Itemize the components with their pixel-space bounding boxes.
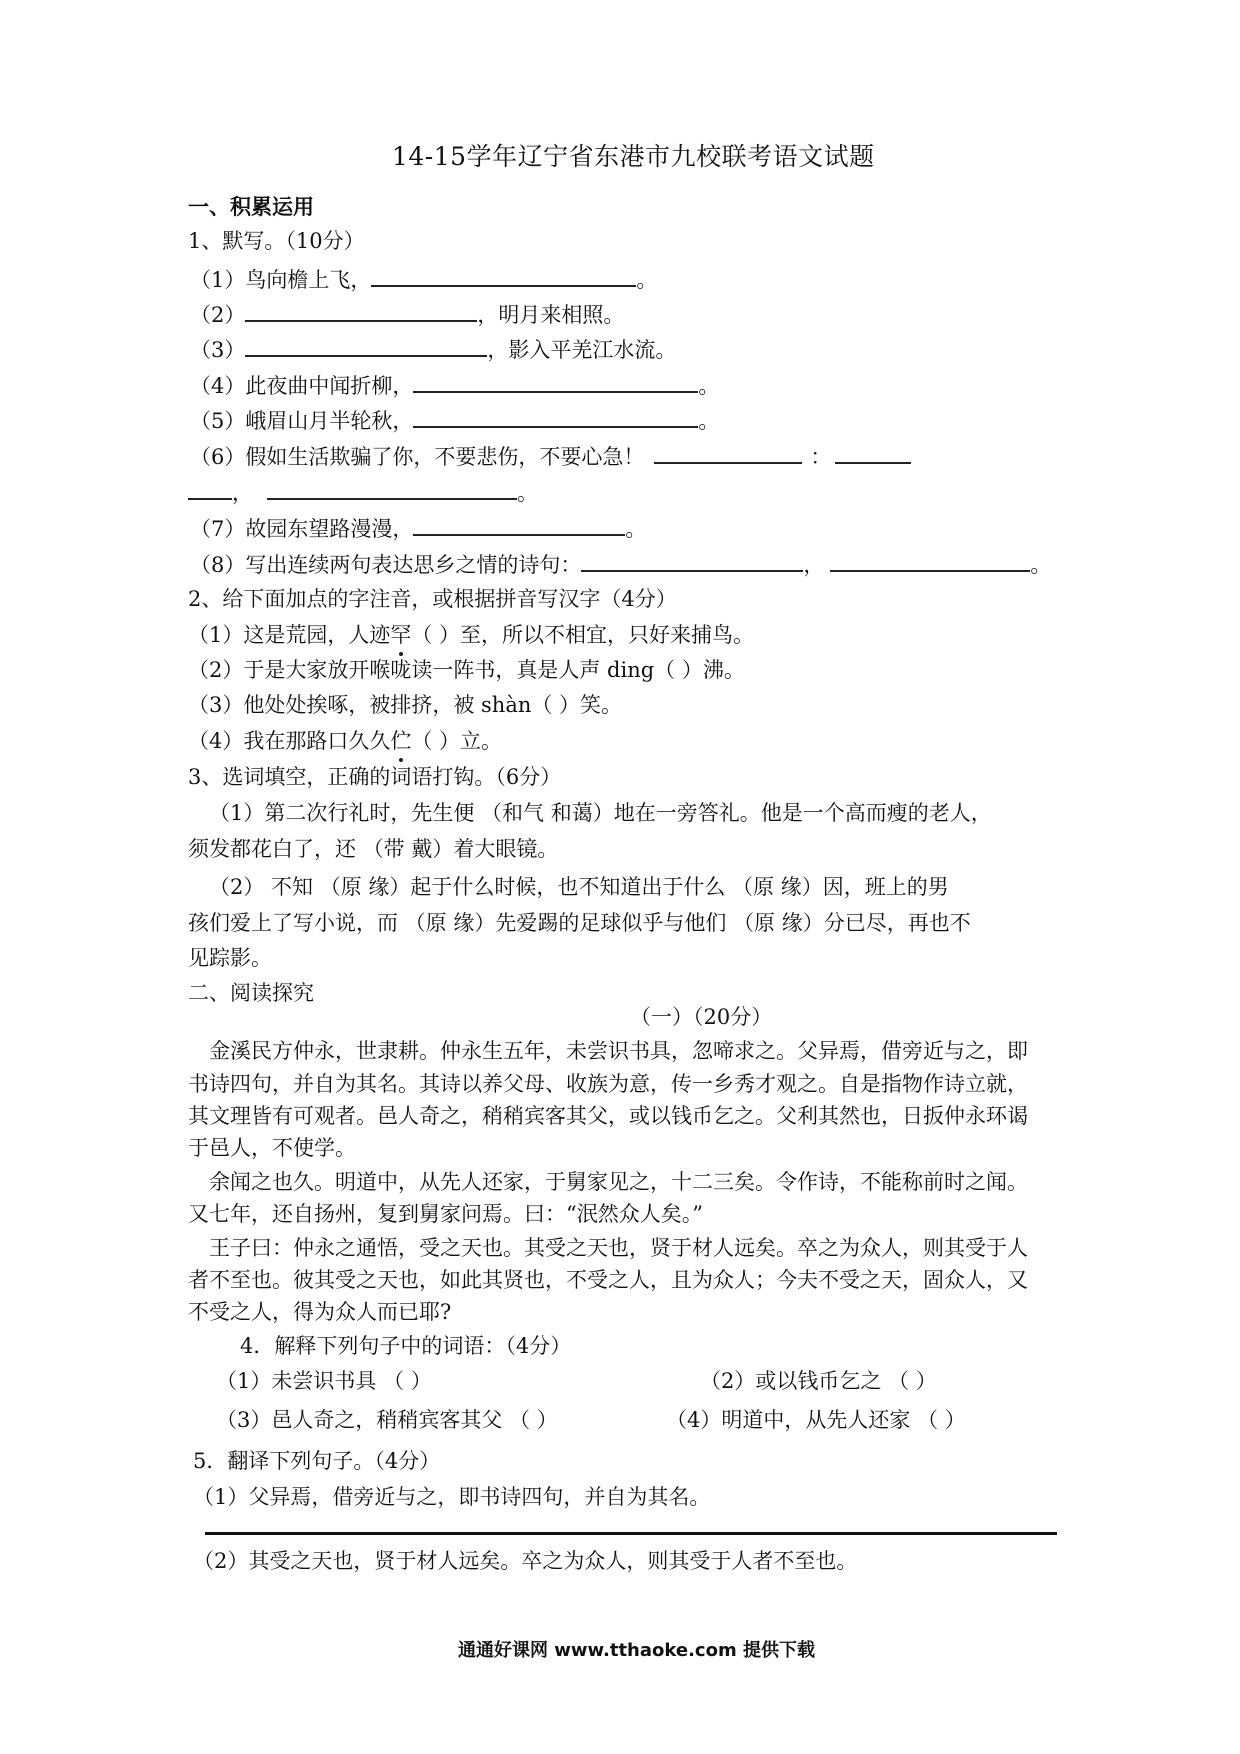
passage-line: 又七年，还自扬州，复到舅家问焉。曰：“泯然众人矣。” [188,1202,703,1226]
section-heading-2: 二、阅读探究 [188,981,314,1005]
passage-header: （一）（20分） [630,1005,773,1029]
q1-item-5: （5）峨眉山月半轮秋， 。 [190,404,719,436]
q3-header: 3、选词填空，正确的词语打钩。（6分） [188,765,562,789]
q1-header: 1、默写。（10分） [188,229,365,253]
q4-item-3: （3）邑人奇之，稍稍宾客其父 （ ） [216,1408,558,1432]
emphasis-dot-char: 伫 [390,726,411,756]
q2-header: 2、给下面加点的字注音，或根据拼音写汉字（4分） [188,587,677,611]
passage-line: 者不至也。彼其受之天也，如此其贤也，不受之人，且为众人；今夫不受之天，固众人，又 [188,1268,1028,1292]
passage-line: 余闻之也久。明道中，从先人还家，于舅家见之，十二三矣。令作诗，不能称前时之闻。 [209,1170,1028,1194]
q3-line-1: （1）第二次行礼时，先生便 （和气 和蔼）地在一旁答礼。他是一个高而瘦的老人， [209,801,992,825]
q1-item-2: （2） ，明月来相照。 [190,298,624,330]
answer-line [205,1532,1057,1535]
passage-line: 王子曰：仲永之通悟，受之天也。其受之天也，贤于材人远矣。卒之为众人，则其受于人 [209,1236,1028,1260]
q3-line-4: 孩们爱上了写小说，而 （原 缘）先爱踢的足球似乎与他们 （原 缘）分已尽，再也不 [188,911,971,935]
q4-item-1: （1）未尝识书具 （ ） [216,1369,432,1393]
q1-item-6-continued: ， 。 [188,476,538,508]
q1-item-6: （6）假如生活欺骗了你，不要悲伤，不要心急！ ： [190,440,911,472]
q2-item-4: （4）我在那路口久久伫（ ）立。 [188,726,502,756]
page-title: 14-15学年辽宁省东港市九校联考语文试题 [392,142,875,171]
q4-item-4: （4）明道中，从先人还家 （ ） [666,1408,966,1432]
section-heading-1: 一、积累运用 [188,194,314,219]
q5-header: 5．翻译下列句子。（4分） [193,1449,441,1473]
q3-line-2: 须发都花白了，还 （带 戴）着大眼镜。 [188,837,559,861]
passage-line: 书诗四句，并自为其名。其诗以养父母、收族为意，传一乡秀才观之。自是指物作诗立就， [188,1072,1028,1096]
q3-line-5: 见踪影。 [188,946,272,970]
q2-item-3: （3）他处处挨啄，被排挤，被 shàn（ ）笑。 [188,693,623,717]
q2-item-2: （2）于是大家放开喉咙读一阵书，真是人声 ding（ ）沸。 [188,658,745,682]
q3-line-3: （2） 不知 （原 缘）起于什么时候，也不知道出于什么 （原 缘）因，班上的男 [209,875,949,899]
q5-sentence-1: （1）父异焉，借旁近与之，即书诗四句，并自为其名。 [193,1485,711,1509]
q5-sentence-2: （2）其受之天也，贤于材人远矣。卒之为众人，则其受于人者不至也。 [193,1549,858,1573]
q2-item-1: （1）这是荒园，人迹罕（ ）至，所以不相宜，只好来捕鸟。 [188,620,754,650]
q1-item-3: （3） ，影入平羌江水流。 [190,333,676,365]
q1-item-1: （1）鸟向檐上飞， 。 [190,263,657,295]
q4-item-2: （2）或以钱币乞之 （ ） [700,1369,937,1393]
q1-item-4: （4）此夜曲中闻折柳， 。 [190,369,719,401]
passage-line: 于邑人，不使学。 [188,1136,356,1160]
passage-line: 不受之人，得为众人而已耶? [188,1300,452,1324]
q4-header: 4．解释下列句子中的词语：（4分） [240,1334,572,1358]
q1-item-7: （7）故园东望路漫漫， 。 [190,512,646,544]
passage-line: 其文理皆有可观者。邑人奇之，稍稍宾客其父，或以钱币乞之。父利其然也，日扳仲永环谒 [188,1104,1028,1128]
emphasis-dot-char: 罕 [390,620,411,650]
footer-source: 通通好课网 www.tthaoke.com 提供下载 [458,1640,815,1661]
q1-item-8: （8）写出连续两句表达思乡之情的诗句： ， 。 [190,548,1051,580]
passage-line: 金溪民方仲永，世隶耕。仲永生五年，未尝识书具，忽啼求之。父异焉，借旁近与之，即 [209,1039,1028,1063]
